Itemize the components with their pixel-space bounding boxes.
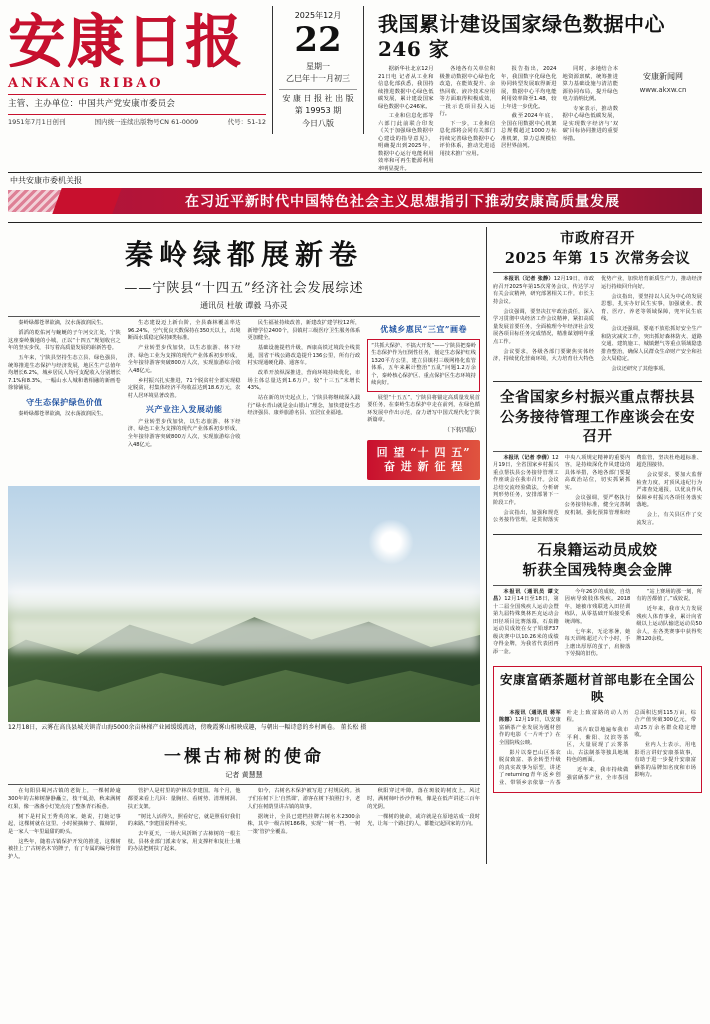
story1-lead: [493, 276, 594, 306]
photo-credit: 董长松 摄: [340, 724, 367, 732]
feature-col-2: [128, 320, 241, 480]
nameplate-divider: [8, 94, 266, 95]
feature-section-title-3: 优城乡惠民“三宜”画卷: [380, 324, 467, 334]
story-divider-1: [493, 381, 702, 382]
feature2-headline: 一棵古柿树的使命: [164, 747, 324, 768]
left-column: [8, 227, 480, 864]
feature2-para: “树比人活得久，照看好它，就是照看好我们的来路。”李建国说得朴实。: [127, 813, 241, 828]
story4-para: 该片取景地遍布我市平利、紫阳、汉滨等茶区，大量展现了云雾茶山、古法制茶等独具地域特色的画面。: [566, 727, 629, 764]
lead-body: [378, 66, 702, 175]
story2-headline-line2: 公务接待管理工作座谈会在安召开: [500, 408, 695, 446]
feature2-para: 秋阳穿过叶隙，落在斑驳的树皮上。风过时，满树柿叶沙沙作响，像是在低声讲述三百年的光阴。: [367, 788, 480, 810]
date-day: 22: [294, 20, 342, 61]
story4-lead-tag: 本报讯（通讯员 蒋军 陈娜）: [499, 709, 561, 724]
feature2-rule: [8, 784, 480, 785]
feature-para: 民生福祉持续改善，新建改扩建学校12所，新增学位2400个，县镇村三级医疗卫生服务体系更加健全。: [247, 320, 361, 342]
feature2-col-1: [8, 788, 121, 863]
story1-rule: [493, 272, 702, 273]
feature2-para: 树下是村民王秀英的家。她说，打她记事起，这棵树就在这里。小时候摘柿子、做柿饼，是一家人一年里最甜的盼头。: [8, 813, 121, 835]
feature-section-title-2: 兴产业注入发展动能: [145, 404, 223, 415]
lead-para: 工业和信息化部等六部门此前联合印发《关于加强绿色数据中心建设的指导意见》，明确提出到2025年，数据中心运行电能利用效率和可再生能源利用率明显提升。: [378, 113, 434, 172]
feature2-byline: 记者 黄慧慧: [225, 771, 263, 780]
story3-lead: [493, 589, 559, 657]
story3-rule: [493, 585, 702, 586]
stamp-line-2: 奋 进 新 征 程: [383, 460, 464, 474]
story4-para: 近年来，我市持续做强富硒茶产业，全市茶园总面积达到115万亩，综合产值突破300亿元，带动25万余名群众稳定增收。: [566, 709, 696, 781]
agency-block: [624, 66, 702, 175]
story3-body: [493, 589, 702, 659]
lead-col-2: [440, 66, 496, 175]
story-divider-2: [493, 534, 702, 535]
issue-number: 第 19953 期: [294, 106, 342, 116]
date-lunar: 乙巳年十一月初三: [286, 74, 350, 84]
story2-para: 会议要求，要加大监督检查力度，对顶风违纪行为严肃查处通报，以优良作风保障乡村振兴各项任务落实落地。: [636, 472, 702, 509]
story4-body: [499, 710, 696, 788]
story3-para: 今年26岁的成姣，自幼因病导致肢体残疾。2018年，她被市残联选入田径训练队，从零基础开始接受系统训练。: [564, 588, 631, 625]
sun-glow: [368, 519, 414, 565]
feature-rule: [8, 316, 480, 317]
agency-name: 安康新闻网: [643, 72, 683, 81]
story2-para: 会议强调，要严格执行公务接待标准，健全完善制度机制，强化预算管理和经费监管，坚决杜绝超标准、超范围接待。: [564, 454, 702, 516]
story1-headline-line1: 市政府召开: [560, 230, 635, 247]
feature2-body: [8, 788, 480, 863]
lead-para: 同时，多地结合本地资源禀赋，统筹推进算力基础设施与清洁能源协同布局，提升绿色电力消纳比例。: [562, 66, 618, 103]
page-count: 今日八版: [302, 118, 334, 128]
nameplate: [8, 6, 266, 127]
feature-para: 五年来，宁陕县坚持生态立县、绿色强县，统筹推进生态保护与经济发展，地区生产总值年均增长6.2%，城乡居民人均可支配收入分别增长7.1%和8.3%，一幅山水人城和谐相融的新画卷徐徐铺展。: [8, 355, 121, 392]
story1-para: 会议还研究了其他事项。: [611, 366, 669, 373]
feature-para: 改革开放纵深推进，营商环境持续优化，市场主体总量达到1.6万户，较“十三五”末增长43%。: [247, 370, 361, 392]
feature-byline: 通讯员 杜敏 谭毅 马亦灵: [200, 301, 288, 310]
slogan-banner: 在习近平新时代中国特色社会主义思想指引下推动安康高质量发展: [103, 188, 702, 214]
feature-para: 基础设施提档升级，西康高铁过境段全线贯通，国省干线公路改造提升136公里，所有行政村实现通硬化路、通客车。: [247, 345, 361, 367]
story2-para: 会议指出，加强和规范公务接待管理，是贯彻落实中央八项规定精神的重要内容，是持续深化作风建设的具体举措，各地各部门要提高政治站位，切实抓紧抓实。: [493, 454, 631, 524]
story1-para: 会议强调，要坚决扛牢政治责任，深入学习贯彻中央经济工作会议精神，紧扣高质量发展首要任务，全面梳理今年经济社会发展各项目标任务完成情况，精准谋划明年重点工作。: [493, 308, 594, 345]
website-url[interactable]: www.akxw.cn: [639, 86, 687, 95]
story4-headline: 安康富硒茶题材首部电影在全国公映: [499, 671, 695, 704]
mist-layer-near: [8, 618, 480, 652]
story2-para: 会上，有关县区作了交流发言。: [636, 512, 702, 526]
lead-story-header: [370, 6, 702, 175]
feature-para: 展望“十五五”，宁陕县将锚定高质量发展首要任务，在秦岭生态保护中走在前列，在绿色循环发展中作出示范，奋力谱写中国式现代化宁陕新篇章。: [367, 394, 480, 424]
story2-lead: [493, 455, 559, 508]
feature-para: 乡村振兴扎实推进，71个脱贫村全部实现稳定脱贫，村集体经济平均收益达到18.6万元，农村人居环境显著改善。: [127, 377, 241, 399]
story4-lead: [499, 710, 561, 748]
photo-caption: [8, 724, 480, 732]
feature2-para: 管护人是村里的护林员李建国。每个月，他都要来看上几回：量胸径、看树势、清理树洞、扶正支架。: [127, 788, 241, 810]
feature-section-title-1: 守生态保护绿色价值: [26, 396, 103, 407]
feature2-para: 据统计，全县已建档挂牌古树名木2300余株，其中一级古树186株，实现‘一树一档、一树一策’管护全覆盖。: [247, 813, 361, 835]
lead-col-4: [563, 66, 619, 175]
story1-para: 会议指出，要坚持以人民为中心的发展思想，扎实办好民生实事，加强就业、教育、医疗、养老等领域保障，兜牢民生底线。: [601, 293, 702, 323]
lead-para: 各地各有关单位积极推动数据中心绿色化改造，在能效提升、余热回收、液冷技术应用等方面取得积极成效，一批示范项目投入运行。: [439, 66, 495, 118]
story4-para: 业内人士表示，用电影语言讲好安康茶故事，有助于进一步提升安康富硒茶的品牌知名度和市场影响力。: [634, 742, 696, 779]
feature-col-1: [8, 320, 121, 480]
lead-para: 报告指出，2024年，我国数字化绿色化协同转型发展取得新进展，数据中心平均电能利用效率降至1.48，较上年进一步优化。: [501, 66, 557, 110]
feature-para: 产业转型步伐加快，以生态旅游、林下经济、绿色工业为支撑的现代产业体系初步形成，全年接待游客突破800万人次，实现旅游综合收入48亿元。: [127, 345, 241, 374]
story4-para: 影片以秦巴山区茶农脱贫致富、茶企转型升级的真实故事为原型，讲述了returning青年返乡创业、带领乡亲依靠一片茶叶走上致富路的动人历程。: [499, 709, 629, 786]
feature-para: 生态建设迈上新台阶，全县森林覆盖率达96.24%，空气优良天数保持在350天以上，出境断面水质稳定保持Ⅱ类标准。: [127, 320, 241, 342]
continue-note: （下转四版）: [443, 427, 480, 435]
newspaper-title: 安康日报: [8, 8, 244, 75]
feature-para: 秦岭绿都苍翠欲滴，汉水荡波润民生。: [18, 411, 107, 418]
feature2-col-2: [128, 788, 241, 863]
slogan-banner-wrap: [8, 188, 702, 218]
feature2-para: 这些年，随着古镇保护开发的推进，这棵树被挂上了‘古树名木’的牌子，有了专属的编号和管护人。: [8, 838, 121, 860]
license-line: [8, 118, 266, 128]
feature2-col-3: [248, 788, 361, 863]
feature2-para: 去年夏天，一场大风折断了古柿树的一根主枝。县林业部门派来专家，用支撑杆和复壮土壤的办法把树扶了起来。: [127, 831, 241, 853]
feature-body: [8, 320, 480, 480]
story3-para: “站上赛场的那一刻，所有的苦都值了。”成姣说。: [636, 588, 702, 603]
story3-lead-tag: 本报讯（通讯员 谭文昌）: [493, 588, 559, 603]
lead-col-3: [501, 66, 557, 175]
right-column: [486, 227, 702, 864]
feature2-para: 一棵树的使命，或许就是在原地站成一段时光，让每一个路过的人，都能记起回家的方向。: [367, 813, 480, 828]
story2-rule: [493, 451, 702, 452]
story2-para: 12月19日，全省国家乡村振兴重点帮扶县公务接待管理工作座谈会在我市召开。会议总结交流经验做法，分析研判形势任务，安排部署下一阶段工作。: [493, 454, 559, 506]
date-gregorian: 2025年12月: [294, 11, 342, 20]
story1-headline: [493, 229, 702, 268]
feature-para: 滔滔的乾佑河与蜿蜒的子午河交汇处，宁陕这座秦岭腹地的小城，正以“十四五”规划收官之年的坚实步伐，书写着高质量发展的崭新答卷。: [8, 330, 121, 352]
story3-para: 七年来，无论寒暑，她每天训练超过六个小时，手上磨出厚厚的茧子，肩膀落下劳损的旧伤。: [564, 628, 631, 658]
lead-para: 专家表示，推动数据中心绿色低碳发展，是实现数字经济与‘双碳’目标协同推进的重要举措。: [562, 105, 618, 142]
lead-headline: 我国累计建设国家绿色数据中心 246 家: [378, 12, 665, 61]
story2-headline: [493, 388, 702, 447]
mist-layer-far: [8, 586, 480, 612]
story4-box: [493, 666, 702, 794]
feature-headline: 秦岭绿都展新卷: [124, 238, 363, 271]
feature-subheadline: ——宁陕县“十四五”经济社会发展综述: [124, 281, 364, 296]
feature-para: 秦岭绿都苍翠欲滴，汉水荡波润民生。: [18, 320, 107, 326]
date-weekday: 星期一: [306, 62, 330, 72]
story2-headline-line1: 全省国家乡村振兴重点帮扶县: [500, 389, 695, 406]
party-organ-line: 中共安康市委机关报: [10, 176, 82, 185]
feature-col-3: [248, 320, 361, 480]
story1-para: 12月19日，市政府召开2025年第15次常务会议，传达学习有关会议精神，研究部署相关工作。市长主持会议。: [493, 276, 595, 305]
license-cn: 国内统一连续出版物号CN 61-0009: [94, 117, 199, 126]
story1-lead-tag: 本报讯（记者 张静）: [503, 276, 554, 283]
landscape-photo: [8, 486, 480, 722]
story1-para: 会议还强调，要毫不放松抓好安全生产和防灾减灾工作，突出抓好森林防火、道路交通、建筑施工、城镇燃气等重点领域隐患排查整治，确保人民群众生命财产安全和社会大局稳定。: [601, 326, 702, 363]
lead-para: 据新华社北京12月21日电 记者从工业和信息化部获悉，我国持续推进数据中心绿色低碳发展，累计建设国家绿色数据中心246家。: [378, 66, 434, 110]
lead-col-1: [378, 66, 434, 175]
license-code: 代号：51-12: [227, 117, 266, 126]
feature-col-4: [367, 320, 480, 480]
feature-pullquote: “共抓大保护、不搞大开发”——宁陕县把秦岭生态保护作为压倒性任务，划定生态保护红线1320平方公里，建立县镇村三级网格化监管体系，五年来累计整治“五乱”问题1.2万余个，秦岭核心保护区、重点保护区生态环境持续向好。: [367, 339, 480, 392]
feature-para: 站在新的历史起点上，宁陕县将继续深入践行“绿水青山就是金山银山”理念，加快建设生态经济强县、康养旅游名县、宜居宜业福地。: [247, 395, 361, 417]
story3-para: 12月14日至18日，第十二届全国残疾人运动会暨第九届特殊奥林匹克运动会田径项目比赛落幕，石泉籍运动员成姣在女子铅球F37级决赛中以10.26米的成绩夺得金牌，为我省代表团再添一金。: [493, 596, 559, 655]
story1-body: [493, 276, 702, 374]
campaign-stamp: [367, 440, 480, 480]
story3-headline-line1: 石泉籍运动员成姣: [537, 542, 658, 560]
banner-bottom-rule: [8, 222, 702, 223]
photo-block: [8, 486, 480, 732]
story1-headline-line2: 2025 年第 15 次常务会议: [504, 249, 691, 267]
feature2-para: 在旬阳县蜀河古镇的老街上，一棵树龄逾300年的古柿树静静矗立，枝干虬劲，秋来满树红果，像一盏盏小灯笼点亮了整条青石板巷。: [8, 788, 121, 810]
license-founded: 1951年7月1日创刊: [8, 117, 66, 126]
story2-lead-tag: 本报讯（记者 李倩）: [503, 454, 553, 461]
lead-para: 截至2024年底，全国在用数据中心机架总规模超过1000万标准机架，算力总规模位居世界前列。: [501, 113, 557, 150]
masthead: [8, 6, 702, 172]
main-content: [8, 227, 702, 864]
sponsor-line: 主管、主办单位：中国共产党安康市委员会: [8, 98, 176, 109]
nameplate-divider-2: [8, 114, 266, 115]
feature-para: 产业转型步伐加快，以生态旅游、林下经济、绿色工业为支撑的现代产业体系初步形成，全年接待游客突破800万人次，实现旅游综合收入48亿元。: [127, 418, 241, 448]
photo-caption-text: 12月18日，云雾在高良县城关镇青山海5000余亩林梯产业园缓缓流动，傍晚霞雾山相映成趣，与朝出一幅诗意的乡村画卷。: [8, 724, 339, 732]
story1-para: 会议要求，各级各部门要聚焦实体经济，持续优化营商环境，大力培育壮大特色优势产业，加快培育新质生产力，推动经济运行持续回升向好。: [493, 276, 702, 363]
stamp-line-1: 回 望 “十 四 五”: [376, 446, 471, 460]
lead-para: 下一步，工业和信息化部将会同有关部门持续完善绿色数据中心评价体系，推动先进适用技术推广应用。: [439, 120, 495, 157]
story3-para: 近年来，我市大力发展残疾人体育事业，累计向省级以上运动队输送运动员50余人，在各类赛事中获得奖牌120余枚。: [636, 606, 702, 643]
story3-headline: [493, 541, 702, 580]
story2-body: [493, 455, 702, 528]
story3-headline-line2: 斩获全国残特奥会金牌: [522, 562, 673, 580]
date-block: [272, 6, 364, 134]
feature2-para: 如今，古树名木保护被写进了村规民约。孩子们在树下上‘自然课’，游客在树下拍照打卡，老人们在树荫里讲古镇的故事。: [247, 788, 361, 810]
story4-para: 12月19日，以安康富硒茶产业发展为题材创作的电影《一片叶子》在全国院线公映。: [499, 717, 561, 746]
publisher: 安 康 日 报 社 出 版: [282, 93, 354, 103]
feature2-col-4: [367, 788, 480, 863]
date-divider: [279, 89, 357, 90]
newspaper-title-pinyin: ANKANG RIBAO: [8, 75, 164, 91]
